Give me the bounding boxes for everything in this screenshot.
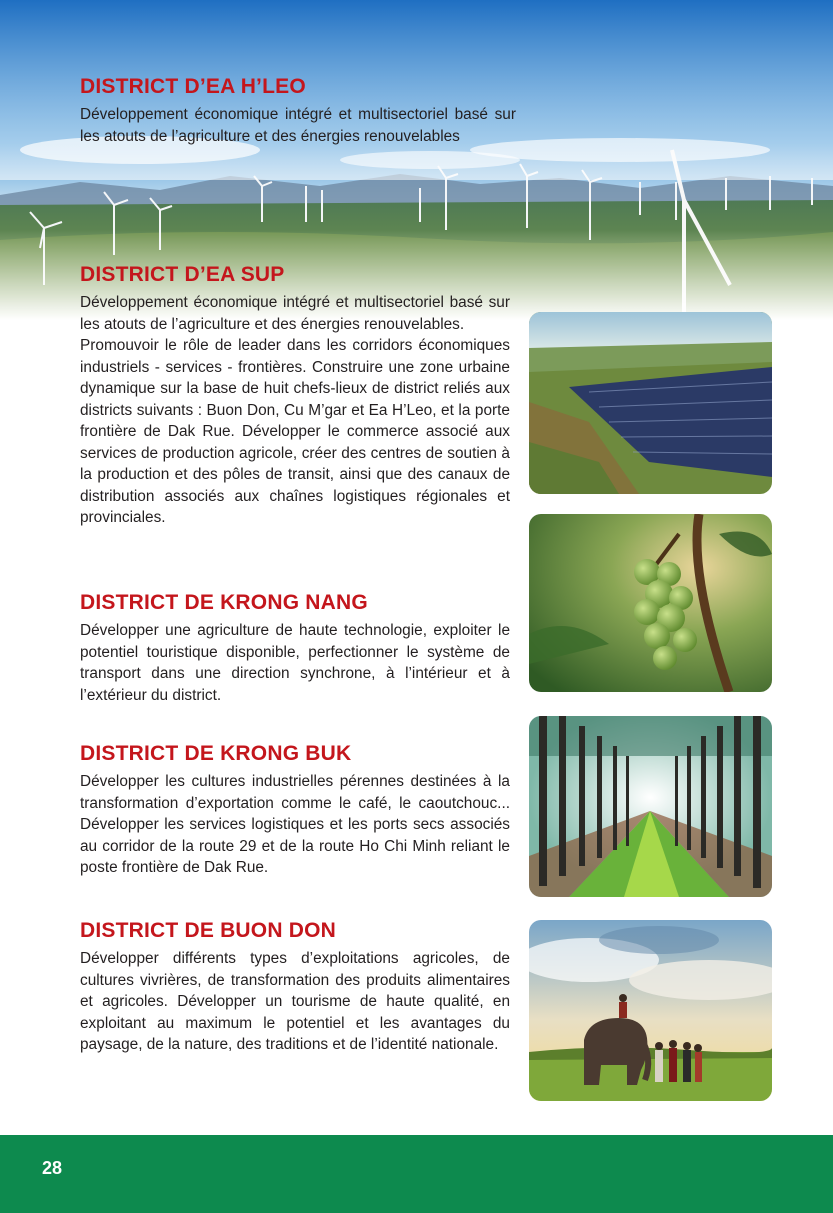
section-krong-buk: [80, 741, 510, 879]
paragraph: Développer différents types d’exploitations agricoles, de cultures vivrières, de transformation des produits alimentaires et agricoles. Développer un tourisme de haute qualité, en exploitant au maximum le potentiel et les avantages du paysage, de la nature, des traditions et de l’identité nationale.: [80, 950, 510, 1053]
section-heading: DISTRICT DE KRONG BUK: [80, 742, 352, 765]
section-buon-don: [80, 918, 510, 1056]
section-body: [80, 948, 510, 1056]
macadamia-nuts-photo: [529, 514, 772, 692]
elephant-field-photo: [529, 920, 772, 1101]
section-body: [80, 620, 510, 706]
section-body: [80, 292, 510, 529]
paragraph: Développer une agriculture de haute technologie, exploiter le potentiel touristique disponible, perfectionner le système de transport dans une direction synchrone, à l’intérieur et à l’extérieur du district.: [80, 622, 510, 704]
section-krong-nang: [80, 590, 510, 706]
paragraph: Promouvoir le rôle de leader dans les corridors économiques industriels - services - frontières. Construire une zone urbaine dynamique sur la base de huit chefs-lieux de district reliés aux districts suivants : Buon Don, Cu M’gar et Ea H’Leo, et la porte frontière de Dak Rue. Développer le commerce associé aux services de production agricole, créer des centres de soutien à la production et des pôles de transit, ainsi que des canaux de distribution associés aux chaînes logistiques régionales et provinciales.: [80, 337, 510, 526]
section-heading: DISTRICT DE BUON DON: [80, 919, 336, 942]
paragraph: Développement économique intégré et multisectoriel basé sur les atouts de l’agriculture et des énergies renouvelables.: [80, 294, 510, 333]
section-heading: DISTRICT DE KRONG NANG: [80, 591, 368, 614]
section-heading: DISTRICT D’EA H’LEO: [80, 75, 306, 98]
section-heading: DISTRICT D’EA SUP: [80, 263, 285, 286]
section-ea-hleo: [80, 74, 516, 147]
rubber-plantation-photo: [529, 716, 772, 897]
footer-bar: [0, 1135, 833, 1213]
section-body: [80, 104, 516, 147]
page-number: 28: [42, 1158, 63, 1178]
paragraph: Développement économique intégré et multisectoriel basé sur les atouts de l’agriculture et des énergies renouvelables: [80, 106, 516, 145]
section-body: [80, 771, 510, 879]
section-ea-sup: [80, 262, 510, 529]
solar-farm-photo: [529, 312, 772, 494]
paragraph: Développer les cultures industrielles pérennes destinées à la transformation d’exportation comme le café, le caoutchouc... Développer les services logistiques et les ports secs associés au corridor de la route 29 et de la route Ho Chi Minh reliant le poste frontière de Dak Rue.: [80, 773, 510, 876]
